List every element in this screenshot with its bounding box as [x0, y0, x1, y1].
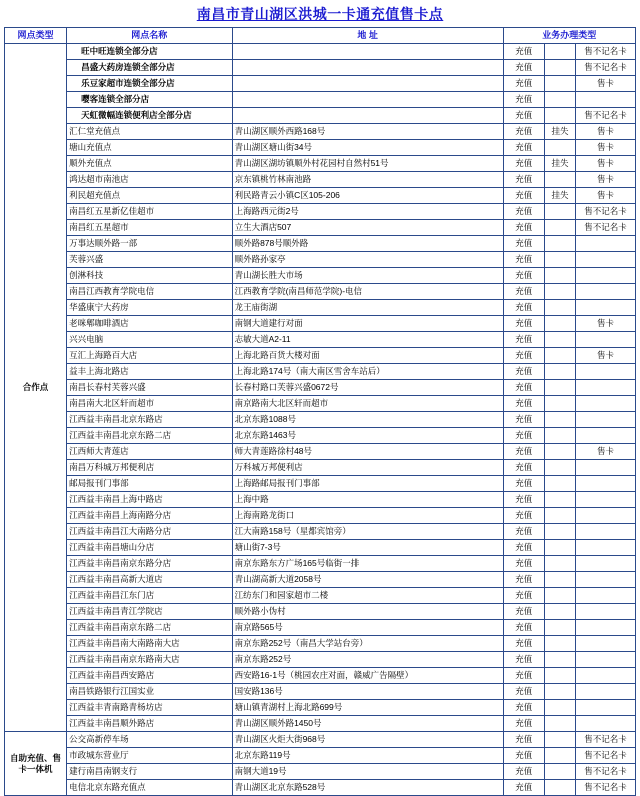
outlet-address: 南钢大道建行对面 — [232, 316, 503, 332]
service-card-sale — [575, 508, 635, 524]
service-recharge: 充值 — [503, 620, 544, 636]
outlet-address: 塘山镇青湖村上海北路699号 — [232, 700, 503, 716]
table-row — [5, 620, 636, 636]
table-row — [5, 124, 636, 140]
service-card-sale: 售卡 — [575, 348, 635, 364]
outlet-address: 上海中路 — [232, 492, 503, 508]
table-row — [5, 172, 636, 188]
outlet-address: 南京路565号 — [232, 620, 503, 636]
service-card-sale — [575, 252, 635, 268]
outlet-name: 顺外充值点 — [67, 156, 233, 172]
service-recharge: 充值 — [503, 332, 544, 348]
outlet-address: 上海南路龙街口 — [232, 508, 503, 524]
service-recharge: 充值 — [503, 476, 544, 492]
outlet-address: 顺外路孙家亭 — [232, 252, 503, 268]
service-card-sale: 售卡 — [575, 76, 635, 92]
service-card-sale — [575, 364, 635, 380]
service-recharge: 充值 — [503, 236, 544, 252]
outlet-name: 邮局报刊门事部 — [67, 476, 233, 492]
outlet-name: 南昌红五星超市 — [67, 220, 233, 236]
outlet-address: 青山湖高新大道2058号 — [232, 572, 503, 588]
table-row — [5, 396, 636, 412]
service-recharge: 充值 — [503, 540, 544, 556]
outlet-name: 南昌长春村芙蓉兴盛 — [67, 380, 233, 396]
service-report-loss — [544, 732, 575, 748]
header-row — [5, 28, 636, 44]
service-report-loss — [544, 444, 575, 460]
outlet-name: 南昌南大北区轩而超市 — [67, 396, 233, 412]
outlet-address: 塘山街7-3号 — [232, 540, 503, 556]
service-card-sale — [575, 460, 635, 476]
service-card-sale: 售卡 — [575, 156, 635, 172]
service-recharge: 充值 — [503, 412, 544, 428]
service-recharge: 充值 — [503, 348, 544, 364]
service-report-loss — [544, 540, 575, 556]
service-card-sale — [575, 636, 635, 652]
service-recharge: 充值 — [503, 268, 544, 284]
outlet-address: 西安路16-1号（桃园农庄对面，赣威广告隔壁） — [232, 668, 503, 684]
service-report-loss — [544, 716, 575, 732]
service-report-loss — [544, 764, 575, 780]
outlet-name: 益丰上海北路店 — [67, 364, 233, 380]
table-row — [5, 636, 636, 652]
outlet-name: 塘山充值点 — [67, 140, 233, 156]
service-card-sale: 售不记名卡 — [575, 732, 635, 748]
outlet-name: 兴兴电脑 — [67, 332, 233, 348]
table-row — [5, 108, 636, 124]
service-report-loss — [544, 364, 575, 380]
outlet-name: 天虹微幅连锁便利店全部分店 — [67, 108, 233, 124]
service-recharge: 充值 — [503, 220, 544, 236]
service-report-loss — [544, 76, 575, 92]
service-card-sale — [575, 620, 635, 636]
service-report-loss — [544, 588, 575, 604]
table-row — [5, 252, 636, 268]
table-row — [5, 476, 636, 492]
service-report-loss — [544, 428, 575, 444]
outlet-name: 创淋科技 — [67, 268, 233, 284]
service-card-sale — [575, 396, 635, 412]
service-recharge: 充值 — [503, 684, 544, 700]
header-address: 地 址 — [232, 28, 503, 44]
outlet-name: 江西益丰青南路青杨坊店 — [67, 700, 233, 716]
service-report-loss — [544, 620, 575, 636]
service-card-sale — [575, 236, 635, 252]
outlet-name: 南昌红五星新亿佳超市 — [67, 204, 233, 220]
service-card-sale: 售不记名卡 — [575, 44, 635, 60]
table-row — [5, 284, 636, 300]
table-row — [5, 652, 636, 668]
outlet-name: 汇仁堂充值点 — [67, 124, 233, 140]
service-recharge: 充值 — [503, 156, 544, 172]
service-card-sale — [575, 300, 635, 316]
outlet-address — [232, 108, 503, 124]
service-card-sale — [575, 332, 635, 348]
header-type: 网点类型 — [5, 28, 67, 44]
service-card-sale — [575, 284, 635, 300]
outlet-address: 顺外路小伪村 — [232, 604, 503, 620]
outlet-address: 江纺东门和园家超市二楼 — [232, 588, 503, 604]
outlet-name: 江西益丰南昌南京东路南大店 — [67, 652, 233, 668]
table-row — [5, 92, 636, 108]
service-card-sale — [575, 572, 635, 588]
table-row — [5, 572, 636, 588]
service-recharge: 充值 — [503, 732, 544, 748]
service-recharge: 充值 — [503, 92, 544, 108]
table-row — [5, 332, 636, 348]
service-card-sale — [575, 92, 635, 108]
table-row — [5, 380, 636, 396]
service-card-sale: 售不记名卡 — [575, 748, 635, 764]
outlet-name: 江西益丰南昌上海南路分店 — [67, 508, 233, 524]
service-recharge: 充值 — [503, 444, 544, 460]
outlet-name: 建行南昌南钢支行 — [67, 764, 233, 780]
table-row — [5, 268, 636, 284]
outlet-name: 江西师大青莲店 — [67, 444, 233, 460]
outlet-name: 公交高新停车场 — [67, 732, 233, 748]
service-report-loss — [544, 60, 575, 76]
service-report-loss: 挂失 — [544, 124, 575, 140]
table-row — [5, 444, 636, 460]
table-row — [5, 716, 636, 732]
service-recharge: 充值 — [503, 396, 544, 412]
service-card-sale: 售不记名卡 — [575, 60, 635, 76]
service-card-sale — [575, 668, 635, 684]
outlet-name: 南昌江西教育学院电信 — [67, 284, 233, 300]
outlet-address: 青山湖区北京东路528号 — [232, 780, 503, 796]
service-report-loss — [544, 492, 575, 508]
service-card-sale: 售不记名卡 — [575, 108, 635, 124]
service-recharge: 充值 — [503, 636, 544, 652]
service-card-sale — [575, 428, 635, 444]
service-report-loss — [544, 668, 575, 684]
service-recharge: 充值 — [503, 140, 544, 156]
service-recharge: 充值 — [503, 252, 544, 268]
table-row — [5, 220, 636, 236]
service-recharge: 充值 — [503, 716, 544, 732]
table-row — [5, 364, 636, 380]
table-row — [5, 556, 636, 572]
table-row — [5, 604, 636, 620]
outlet-address: 南京东路252号 — [232, 652, 503, 668]
outlet-address: 青山湖区顺外西路168号 — [232, 124, 503, 140]
service-recharge: 充值 — [503, 652, 544, 668]
service-report-loss — [544, 220, 575, 236]
outlet-address: 北京东路1088号 — [232, 412, 503, 428]
service-recharge: 充值 — [503, 668, 544, 684]
outlet-address: 国安路136号 — [232, 684, 503, 700]
table-row — [5, 428, 636, 444]
service-card-sale: 售不记名卡 — [575, 780, 635, 796]
service-card-sale — [575, 652, 635, 668]
service-card-sale: 售卡 — [575, 140, 635, 156]
outlet-table — [4, 27, 636, 796]
outlet-name: 江西益丰南昌青江学院店 — [67, 604, 233, 620]
service-card-sale — [575, 700, 635, 716]
outlet-address: 利民路青云小镇C区105-206 — [232, 188, 503, 204]
outlet-name: 芙蓉兴盛 — [67, 252, 233, 268]
service-report-loss — [544, 380, 575, 396]
service-report-loss — [544, 108, 575, 124]
table-row — [5, 44, 636, 60]
outlet-name: 老咪郫咖啡酒店 — [67, 316, 233, 332]
table-body — [5, 44, 636, 796]
outlet-address — [232, 60, 503, 76]
service-card-sale: 售不记名卡 — [575, 764, 635, 780]
table-row — [5, 684, 636, 700]
table-row — [5, 748, 636, 764]
service-report-loss — [544, 604, 575, 620]
outlet-name: 利民超充值点 — [67, 188, 233, 204]
outlet-address: 京东镇桃竹林南池路 — [232, 172, 503, 188]
table-row — [5, 60, 636, 76]
outlet-address: 龙王庙街湖 — [232, 300, 503, 316]
outlet-name: 江西益丰南昌塘山分店 — [67, 540, 233, 556]
service-report-loss — [544, 476, 575, 492]
service-report-loss — [544, 412, 575, 428]
service-recharge: 充值 — [503, 460, 544, 476]
outlet-address: 上海路邮局报刊门事部 — [232, 476, 503, 492]
service-card-sale — [575, 556, 635, 572]
service-report-loss — [544, 92, 575, 108]
outlet-address: 南京路南大北区轩而超市 — [232, 396, 503, 412]
service-report-loss — [544, 636, 575, 652]
outlet-name: 南昌万科城万邦便利店 — [67, 460, 233, 476]
outlet-name: 江西益丰南昌顺外路店 — [67, 716, 233, 732]
service-card-sale: 售不记名卡 — [575, 204, 635, 220]
table-row — [5, 236, 636, 252]
service-report-loss — [544, 684, 575, 700]
outlet-name: 市政城东营业厅 — [67, 748, 233, 764]
service-card-sale: 售卡 — [575, 316, 635, 332]
service-recharge: 充值 — [503, 604, 544, 620]
service-report-loss — [544, 316, 575, 332]
service-recharge: 充值 — [503, 204, 544, 220]
service-card-sale — [575, 588, 635, 604]
table-row — [5, 156, 636, 172]
table-row — [5, 524, 636, 540]
outlet-name: 江西益丰南昌北京东路二店 — [67, 428, 233, 444]
page-title: 南昌市青山湖区洪城一卡通充值售卡点 — [196, 6, 444, 22]
outlet-name: 江西益丰南昌江东门店 — [67, 588, 233, 604]
service-card-sale — [575, 268, 635, 284]
service-report-loss — [544, 348, 575, 364]
outlet-address: 南钢大道19号 — [232, 764, 503, 780]
table-row — [5, 460, 636, 476]
outlet-name: 互汇上海路百大店 — [67, 348, 233, 364]
outlet-name: 南昌铁路银行江国实业 — [67, 684, 233, 700]
service-report-loss — [544, 524, 575, 540]
service-report-loss — [544, 172, 575, 188]
service-card-sale: 售卡 — [575, 188, 635, 204]
outlet-name: 江西益丰南昌南大南路南大店 — [67, 636, 233, 652]
table-row — [5, 540, 636, 556]
service-recharge: 充值 — [503, 764, 544, 780]
outlet-name: 鸿达超市南池店 — [67, 172, 233, 188]
service-report-loss — [544, 572, 575, 588]
table-row — [5, 700, 636, 716]
outlet-address: 上海北路百货大楼对面 — [232, 348, 503, 364]
service-card-sale: 售卡 — [575, 124, 635, 140]
outlet-address: 南京东路252号（南昌大学站台旁） — [232, 636, 503, 652]
outlet-address: 长春村路口芙蓉兴盛0672号 — [232, 380, 503, 396]
outlet-address: 青山湖区湖坊镇顺外村花园村自然村51号 — [232, 156, 503, 172]
service-recharge: 充值 — [503, 748, 544, 764]
outlet-name: 电信北京东路充值点 — [67, 780, 233, 796]
outlet-address: 上海北路174号（南大南区雪舍车站后） — [232, 364, 503, 380]
service-recharge: 充值 — [503, 284, 544, 300]
table-row — [5, 316, 636, 332]
service-card-sale — [575, 412, 635, 428]
service-report-loss — [544, 236, 575, 252]
table-row — [5, 764, 636, 780]
service-card-sale — [575, 540, 635, 556]
service-report-loss — [544, 204, 575, 220]
service-recharge: 充值 — [503, 428, 544, 444]
outlet-address: 南京东路东方广场165号临街一排 — [232, 556, 503, 572]
service-recharge: 充值 — [503, 364, 544, 380]
outlet-name: 江西益丰南昌高新大道店 — [67, 572, 233, 588]
outlet-address: 师大青莲路徐村48号 — [232, 444, 503, 460]
outlet-address — [232, 44, 503, 60]
service-card-sale — [575, 716, 635, 732]
service-report-loss — [544, 652, 575, 668]
service-recharge: 充值 — [503, 188, 544, 204]
outlet-name: 江西益丰南昌北京东路店 — [67, 412, 233, 428]
outlet-name: 江西益丰南昌西安路店 — [67, 668, 233, 684]
table-row — [5, 140, 636, 156]
service-card-sale — [575, 684, 635, 700]
service-recharge: 充值 — [503, 108, 544, 124]
outlet-name: 华盛康宁大药房 — [67, 300, 233, 316]
table-row — [5, 348, 636, 364]
outlet-address — [232, 76, 503, 92]
service-report-loss — [544, 284, 575, 300]
service-recharge: 充值 — [503, 572, 544, 588]
service-recharge: 充值 — [503, 44, 544, 60]
service-report-loss — [544, 140, 575, 156]
table-header — [5, 28, 636, 44]
table-row — [5, 300, 636, 316]
table-row — [5, 508, 636, 524]
service-report-loss — [544, 332, 575, 348]
service-report-loss — [544, 556, 575, 572]
service-card-sale — [575, 524, 635, 540]
service-recharge: 充值 — [503, 524, 544, 540]
outlet-address: 青山湖区火炬大街968号 — [232, 732, 503, 748]
outlet-address: 北京东路1463号 — [232, 428, 503, 444]
service-card-sale — [575, 476, 635, 492]
outlet-address: 北京东路119号 — [232, 748, 503, 764]
service-recharge: 充值 — [503, 172, 544, 188]
service-report-loss — [544, 508, 575, 524]
service-report-loss — [544, 252, 575, 268]
group-label-self-service: 自助充值、售卡一体机 — [5, 732, 67, 796]
table-row — [5, 204, 636, 220]
group-label-cooperation: 合作点 — [5, 44, 67, 732]
service-recharge: 充值 — [503, 380, 544, 396]
service-recharge: 充值 — [503, 300, 544, 316]
service-recharge: 充值 — [503, 588, 544, 604]
outlet-address: 志敏大道A2-11 — [232, 332, 503, 348]
service-card-sale: 售卡 — [575, 172, 635, 188]
table-row — [5, 668, 636, 684]
service-report-loss — [544, 700, 575, 716]
service-report-loss — [544, 396, 575, 412]
service-card-sale: 售卡 — [575, 444, 635, 460]
outlet-name: 昌盛大药房连锁全部分店 — [67, 60, 233, 76]
table-row — [5, 588, 636, 604]
service-recharge: 充值 — [503, 124, 544, 140]
outlet-name: 江西益丰南昌南京东路分店 — [67, 556, 233, 572]
service-recharge: 充值 — [503, 700, 544, 716]
outlet-address: 青山湖区顺外路1450号 — [232, 716, 503, 732]
service-recharge: 充值 — [503, 60, 544, 76]
outlet-name: 旺中旺连锁全部分店 — [67, 44, 233, 60]
service-recharge: 充值 — [503, 492, 544, 508]
outlet-name: 万事达顺外路一部 — [67, 236, 233, 252]
outlet-name: 嘤客连锁全部分店 — [67, 92, 233, 108]
service-report-loss — [544, 460, 575, 476]
service-report-loss — [544, 748, 575, 764]
outlet-name: 江西益丰南昌上海中路店 — [67, 492, 233, 508]
table-row — [5, 492, 636, 508]
service-recharge: 充值 — [503, 508, 544, 524]
service-card-sale: 售不记名卡 — [575, 220, 635, 236]
outlet-address: 上海路西元街2号 — [232, 204, 503, 220]
outlet-address: 青山湖长胜大市场 — [232, 268, 503, 284]
outlet-address: 江大南路158号（星都宾馆旁） — [232, 524, 503, 540]
outlet-address: 万科城万邦便利店 — [232, 460, 503, 476]
outlet-address: 顺外路878号顺外路 — [232, 236, 503, 252]
header-service: 业务办理类型 — [503, 28, 635, 44]
service-report-loss: 挂失 — [544, 188, 575, 204]
service-report-loss — [544, 300, 575, 316]
outlet-name: 江西益丰南昌江大南路分店 — [67, 524, 233, 540]
header-name: 网点名称 — [67, 28, 233, 44]
service-report-loss: 挂失 — [544, 156, 575, 172]
outlet-name: 江西益丰南昌南京东路二店 — [67, 620, 233, 636]
service-report-loss — [544, 268, 575, 284]
outlet-address — [232, 92, 503, 108]
outlet-address: 江西教育学院(南昌师范学院)-电信 — [232, 284, 503, 300]
table-row — [5, 780, 636, 796]
table-row — [5, 412, 636, 428]
service-report-loss — [544, 44, 575, 60]
service-recharge: 充值 — [503, 780, 544, 796]
outlet-address: 青山湖区塘山街34号 — [232, 140, 503, 156]
table-row — [5, 76, 636, 92]
service-card-sale — [575, 604, 635, 620]
service-recharge: 充值 — [503, 556, 544, 572]
table-row — [5, 188, 636, 204]
service-card-sale — [575, 492, 635, 508]
outlet-name: 乐豆家超市连锁全部分店 — [67, 76, 233, 92]
service-card-sale — [575, 380, 635, 396]
table-row — [5, 732, 636, 748]
outlet-address: 立生大酒店507 — [232, 220, 503, 236]
service-recharge: 充值 — [503, 76, 544, 92]
service-recharge: 充值 — [503, 316, 544, 332]
service-report-loss — [544, 780, 575, 796]
